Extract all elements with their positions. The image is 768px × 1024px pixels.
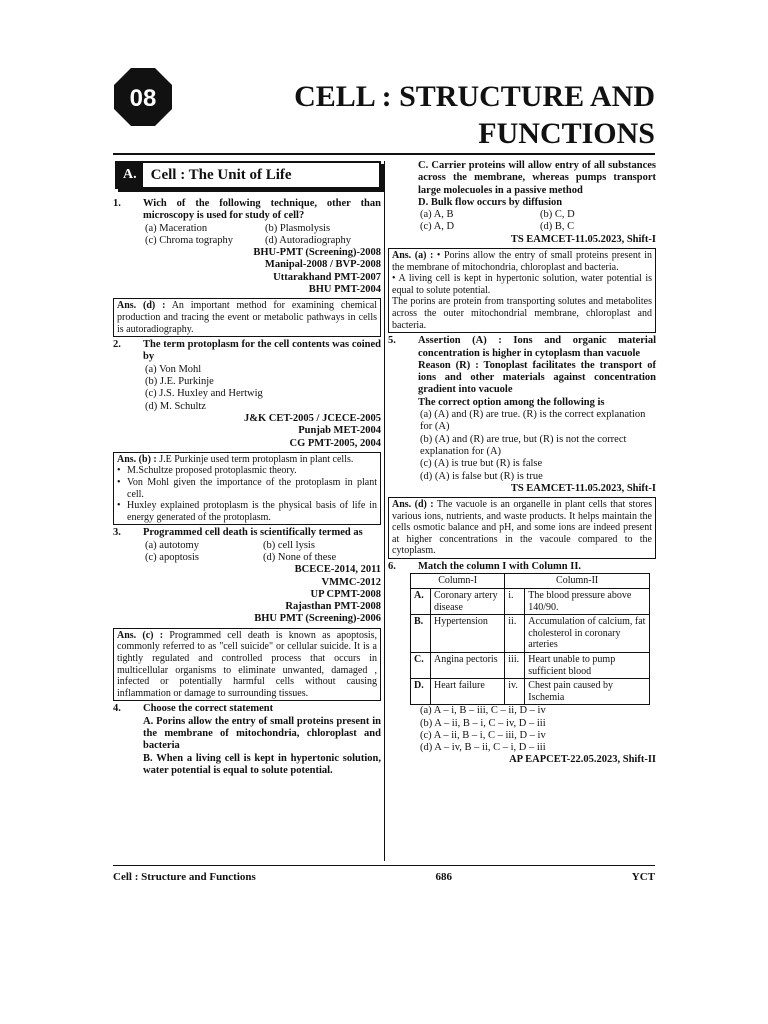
question-number: 2. <box>113 339 121 351</box>
chapter-title-line1: CELL : STRUCTURE AND <box>294 80 655 113</box>
exam-source: BHU PMT (Screening)-2006 <box>254 613 381 625</box>
answer-label: Ans. (c) : <box>117 629 164 641</box>
exam-source: Manipal-2008 / BVP-2008 <box>264 259 381 271</box>
option-b: (b) J.E. Purkinje <box>145 376 214 388</box>
exam-source: Uttarakhand PMT-2007 <box>273 271 381 283</box>
options <box>143 540 381 565</box>
row-roman: i. <box>505 588 525 614</box>
answer-bullet: • Von Mohl given the importance of the protoplasm in plant cell. <box>117 477 377 500</box>
answer-text: An important method for examining chemical production and tracing the event or metabolic pathways in cells is autoradiography. <box>117 300 377 335</box>
question-number: 3. <box>113 527 121 539</box>
table-row <box>411 588 650 614</box>
answer-text: The vacuole is an organelle in plant cells that stores various ions, nutrients, and waste products. It helps maintain the cells osmotic balance and pH, and some ions are indeed present at higher concentrations in the vacoule compared to the cytoplasm. <box>392 499 652 557</box>
footer-publisher: YCT <box>631 871 655 883</box>
answer-text: • Porins allow the entry of small proteins present in the membrane of mitochondria, chloroplast and bacteria. <box>392 250 652 273</box>
row-roman: iv. <box>505 679 525 705</box>
exam-source: CG PMT-2005, 2004 <box>289 437 381 449</box>
question-6 <box>388 561 656 573</box>
answer-box <box>113 452 381 526</box>
option-c: (c) Chroma tography <box>145 234 234 246</box>
question-text: Programmed cell death is scientifically termed as <box>143 527 363 539</box>
column-header: Column-I <box>411 574 505 589</box>
statement-c: C. Carrier proteins will allow entry of all substances across the membrane, whereas pumps transport large molecuoles in a passive method <box>418 160 656 196</box>
table-row <box>411 615 650 653</box>
option-b: (b) Plasmolysis <box>265 222 331 234</box>
page-footer <box>113 871 655 883</box>
answer-bullets <box>117 465 377 523</box>
question-text: The term protoplasm for the cell contents was coined by <box>143 339 381 363</box>
statement-a: A. Porins allow the entry of small proteins present in the membrane of mitochondria, chloroplast and bacteria <box>143 715 381 752</box>
option-a: (a) autotomy <box>145 539 199 551</box>
match-table <box>410 573 650 705</box>
column-header: Column-II <box>505 574 650 589</box>
option-b: (b) cell lysis <box>263 539 315 551</box>
section-letter: A. <box>117 163 143 187</box>
options <box>388 705 656 754</box>
option-a: (a) A, B <box>420 209 454 221</box>
footer-rule <box>113 865 655 866</box>
question-5 <box>388 335 656 483</box>
chapter-number-badge <box>113 67 173 127</box>
exam-source: AP EAPCET-22.05.2023, Shift-II <box>509 754 656 766</box>
row-roman: iii. <box>505 652 525 678</box>
option-d: (d) Autoradiography <box>265 234 352 246</box>
column1-cell: Angina pectoris <box>431 652 505 678</box>
question-number: 1. <box>113 198 121 209</box>
statement-d: D. Bulk flow occurs by diffusion <box>418 196 563 208</box>
answer-bullet: • Huxley explained protoplasm is the physical basis of life in energy generated of the protoplasm. <box>117 500 377 523</box>
answer-text: • A living cell is kept in hypertonic solution, water potential is equal to solute potential. <box>392 273 652 296</box>
question-1 <box>113 198 381 247</box>
row-key: D. <box>411 679 431 705</box>
option-d: (d) M. Schultz <box>145 400 206 412</box>
option-c: (c) apoptosis <box>145 551 199 563</box>
section-title: Cell : The Unit of Life <box>150 166 292 183</box>
exam-source: VMMC-2012 <box>321 576 381 588</box>
chapter-number: 08 <box>129 85 157 112</box>
question-text: Wich of the following technique, other than microscopy is used for study of cell? <box>143 198 381 222</box>
answer-bullet: • M.Schultze proposed protoplasmic theory. <box>117 465 377 477</box>
column-divider <box>384 161 385 861</box>
option-a: (a) A – i, B – iii, C – ii, D – iv <box>420 705 546 717</box>
question-text: Match the column I with Column II. <box>418 561 582 573</box>
option-a: (a) Von Mohl <box>145 363 202 375</box>
column1-cell: Hypertension <box>431 615 505 653</box>
footer-chapter: Cell : Structure and Functions <box>113 871 256 883</box>
exam-source: BHU-PMT (Screening)-2008 <box>253 247 381 259</box>
exam-source: UP CPMT-2008 <box>310 588 381 600</box>
answer-box <box>113 298 381 337</box>
page-number: 686 <box>435 871 453 883</box>
option-d: (d) B, C <box>540 221 575 233</box>
row-key: C. <box>411 652 431 678</box>
row-key: B. <box>411 615 431 653</box>
option-c: (c) A – ii, B – i, C – iii, D – iv <box>420 729 546 741</box>
option-b: (b) C, D <box>540 209 575 221</box>
question-2 <box>113 339 381 413</box>
statement-b: B. When a living cell is kept in hypertonic solution, water potential is equal to solute potential. <box>143 752 381 776</box>
answer-box <box>113 628 381 702</box>
answer-label: Ans. (d) : <box>117 300 166 312</box>
question-text: Choose the correct statement <box>143 703 274 715</box>
column2-cell: Heart unable to pump sufficient blood <box>525 652 650 678</box>
answer-box <box>388 497 656 559</box>
answer-box <box>388 248 656 333</box>
table-row <box>411 679 650 705</box>
left-column <box>113 161 381 777</box>
exam-source: Punjab MET-2004 <box>298 425 381 437</box>
question-number: 4. <box>113 703 121 715</box>
exam-source: J&K CET-2005 / JCECE-2005 <box>244 412 381 424</box>
exam-source: BCECE-2014, 2011 <box>294 564 381 576</box>
section-heading <box>115 161 381 189</box>
column1-cell: Heart failure <box>431 679 505 705</box>
question-number: 5. <box>388 335 396 347</box>
option-c: (c) A, D <box>420 221 455 233</box>
option-a: (a) Maceration <box>145 222 208 234</box>
options <box>143 223 381 248</box>
option-d: (d) A – iv, B – ii, C – i, D – iii <box>420 742 546 754</box>
chapter-title-line2: FUNCTIONS <box>478 117 655 150</box>
option-b: (b) A – ii, B – i, C – iv, D – iii <box>420 717 546 729</box>
assertion: Assertion (A) : Ions and organic material concentration is higher in cytoplasm than vacuole <box>418 335 656 359</box>
answer-label: Ans. (d) : <box>392 499 434 511</box>
option-c: (c) J.S. Huxley and Hertwig <box>145 388 263 400</box>
column2-cell: The blood pressure above 140/90. <box>525 588 650 614</box>
chapter-title <box>294 78 655 152</box>
column2-cell: Accumulation of calcium, fat cholesterol in coronary arteries <box>525 615 650 653</box>
option-a: (a) (A) and (R) are true. (R) is the correct explanation for (A) <box>420 409 646 433</box>
exam-source: BHU PMT-2004 <box>308 284 381 296</box>
row-roman: ii. <box>505 615 525 653</box>
exam-source: TS EAMCET-11.05.2023, Shift-I <box>510 233 656 245</box>
question-number: 6. <box>388 561 396 573</box>
options <box>388 209 656 234</box>
question-4 <box>113 703 381 777</box>
question-3 <box>113 527 381 564</box>
option-d: (d) (A) is false but (R) is true <box>420 470 543 482</box>
option-d: (d) None of these <box>263 551 337 563</box>
right-column <box>388 160 656 767</box>
header-rule <box>113 153 655 155</box>
reason: Reason (R) : Tonoplast facilitates the transport of ions and other materials against concentration gradient into vacuole <box>418 359 656 396</box>
answer-label: Ans. (b) : <box>117 453 157 465</box>
column1-cell: Coronary artery disease <box>431 588 505 614</box>
answer-text: The porins are protein from transporting solutes and metabolites across the outer mitochondrial membrane, chloroplast and bacteria. <box>392 296 652 331</box>
answer-label: Ans. (a) : <box>392 250 434 262</box>
table-row <box>411 652 650 678</box>
option-c: (c) (A) is true but (R) is false <box>420 458 543 470</box>
row-key: A. <box>411 588 431 614</box>
exam-source: Rajasthan PMT-2008 <box>285 601 381 613</box>
answer-text: Programmed cell death is known as apoptosis, commonly referred to as "cell suicide" or cellular suicide. It is a tightly regulated and controlled process that occurs in multicellular organisms to eliminate unwanted, damaged , infected or potentially harmful cells without causing inflammation or damage to surrounding tissues. <box>117 629 378 699</box>
column2-cell: Chest pain caused by Ischemia <box>525 679 650 705</box>
table-header-row <box>411 574 650 589</box>
option-b: (b) (A) and (R) are true, but (R) is not the correct explanation for (A) <box>420 433 627 457</box>
question-prompt: The correct option among the following is <box>418 396 605 408</box>
answer-text: J.E Purkinje used term protoplasm in plant cells. <box>156 453 354 465</box>
exam-source: TS EAMCET-11.05.2023, Shift-I <box>510 482 656 494</box>
